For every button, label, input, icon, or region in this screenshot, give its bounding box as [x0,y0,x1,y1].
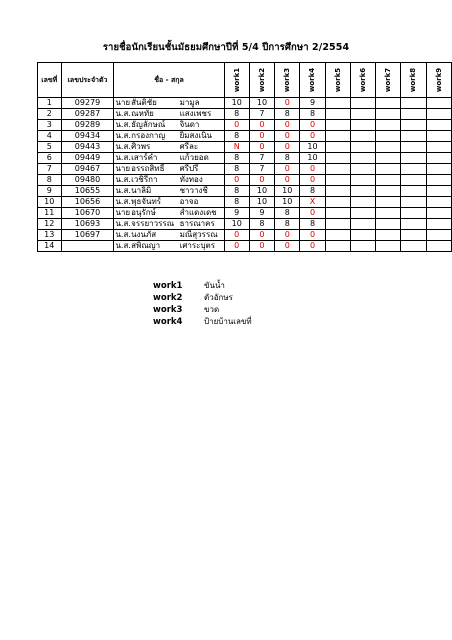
last-name: สำแดงเดช [180,208,225,219]
score-work1: 9 [224,208,249,219]
score-work7 [376,153,401,164]
header-work7: work7 [384,67,393,93]
header-work3: work3 [283,67,292,93]
student-id [61,241,114,252]
score-work1: 8 [224,186,249,197]
score-work3: 0 [275,241,300,252]
table-row [38,109,452,120]
student-number: 5 [38,142,62,153]
score-work4: 8 [300,109,325,120]
header-student-id: เลขประจำตัว [61,63,114,98]
score-work9 [426,219,451,230]
score-work1: 0 [224,241,249,252]
score-work7 [376,175,401,186]
name-prefix: น.ส. [115,142,131,151]
score-work9 [426,241,451,252]
score-work5 [325,186,350,197]
name-prefix: น.ส. [115,120,131,129]
score-work2: 10 [249,186,274,197]
score-work4: 10 [300,142,325,153]
header-work5: work5 [333,67,342,93]
name-prefix: น.ส. [115,219,131,228]
last-name: เศาระบุตร [180,241,225,252]
score-work3: 8 [275,208,300,219]
legend-item [153,280,252,292]
score-work9 [426,197,451,208]
score-work4: 9 [300,98,325,109]
score-work9 [426,153,451,164]
last-name: ทั่งทอง [180,175,225,186]
score-work6 [350,219,375,230]
name-prefix: น.ส. [115,175,131,184]
score-work7 [376,109,401,120]
last-name: มณีสุวรรณ [180,230,225,241]
score-work5 [325,164,350,175]
table-row [38,175,452,186]
last-name: ธารณาคร [180,219,225,230]
name-prefix: นาย [115,208,131,217]
table-row [38,153,452,164]
score-work1: N [224,142,249,153]
score-work4: 0 [300,230,325,241]
score-work8 [401,186,426,197]
first-name: กรองกาญ [131,131,179,142]
last-name: อาจอ [180,197,225,208]
score-work3: 8 [275,153,300,164]
table-row [38,164,452,175]
student-id: 10670 [61,208,114,219]
score-work2: 9 [249,208,274,219]
student-id: 09443 [61,142,114,153]
student-number: 10 [38,197,62,208]
table-row [38,142,452,153]
score-work6 [350,142,375,153]
score-work6 [350,175,375,186]
score-work2: 7 [249,109,274,120]
score-work2: 0 [249,142,274,153]
student-id: 10693 [61,219,114,230]
score-work3: 10 [275,186,300,197]
legend-value: ขันน้ำ [204,281,225,290]
table-row [38,98,452,109]
score-work2: 0 [249,131,274,142]
score-work6 [350,153,375,164]
student-number: 1 [38,98,62,109]
score-work5 [325,120,350,131]
first-name: สพิณญา [131,241,179,252]
header-work1: work1 [232,67,241,93]
student-number: 7 [38,164,62,175]
score-work8 [401,153,426,164]
last-name: ศรีละ [180,142,225,153]
score-work6 [350,241,375,252]
student-id: 10656 [61,197,114,208]
header-work6: work6 [359,67,368,93]
student-id: 09434 [61,131,114,142]
score-work8 [401,98,426,109]
name-prefix: นาย [115,98,131,107]
score-work2: 0 [249,241,274,252]
score-work5 [325,109,350,120]
legend-item [153,304,252,316]
score-work5 [325,197,350,208]
score-work3: 0 [275,175,300,186]
last-name: ศรีปรี [180,164,225,175]
score-work2: 0 [249,175,274,186]
score-work4: 0 [300,175,325,186]
legend-key: work3 [153,305,183,315]
score-work8 [401,142,426,153]
first-name: เสาร์คำ [131,153,179,164]
table-row [38,219,452,230]
score-work7 [376,208,401,219]
score-work8 [401,131,426,142]
student-number: 12 [38,219,62,230]
student-number: 2 [38,109,62,120]
score-work3: 0 [275,131,300,142]
score-work3: 0 [275,98,300,109]
score-work6 [350,164,375,175]
name-prefix: น.ส. [115,230,131,239]
score-work1: 10 [224,98,249,109]
score-work4: 0 [300,131,325,142]
legend-key: work2 [153,293,183,303]
first-name: อนุรักษ์ [131,208,179,219]
score-work7 [376,186,401,197]
score-work8 [401,241,426,252]
header-work8: work8 [409,67,418,93]
student-number: 14 [38,241,62,252]
score-work7 [376,230,401,241]
student-id: 09480 [61,175,114,186]
score-work2: 8 [249,219,274,230]
header-work4: work4 [308,67,317,93]
document-title: รายชื่อนักเรียนชั้นมัธยมศึกษาปีที่ 5/4 ปีการศึกษา 2/2554 [102,42,350,53]
score-work2: 0 [249,120,274,131]
score-work3: 8 [275,219,300,230]
score-work8 [401,230,426,241]
last-name: จินดา [180,120,225,131]
student-number: 8 [38,175,62,186]
score-work4: 0 [300,120,325,131]
last-name: ยิ้มสงเนิน [180,131,225,142]
header-work2: work2 [257,67,266,93]
score-work1: 10 [224,219,249,230]
score-work9 [426,230,451,241]
header-number: เลขที่ [38,63,62,98]
legend-value: ตัวอักษร [204,293,233,302]
legend-item [153,292,252,304]
score-work9 [426,164,451,175]
score-work8 [401,219,426,230]
student-number: 3 [38,120,62,131]
first-name: นงนภัส [131,230,179,241]
score-work5 [325,208,350,219]
score-work8 [401,208,426,219]
name-prefix: น.ส. [115,186,131,195]
score-work6 [350,186,375,197]
score-work5 [325,142,350,153]
first-name: พุธจันทร์ [131,197,179,208]
score-work8 [401,175,426,186]
score-work7 [376,120,401,131]
score-work7 [376,98,401,109]
score-work6 [350,131,375,142]
score-work6 [350,230,375,241]
score-work8 [401,164,426,175]
score-work4: X [300,197,325,208]
table-header-row [38,63,452,98]
score-work2: 7 [249,164,274,175]
score-work7 [376,241,401,252]
score-work1: 8 [224,197,249,208]
score-work8 [401,109,426,120]
table-row [38,120,452,131]
score-work7 [376,142,401,153]
header-work9: work9 [434,67,443,93]
first-name: ธัญลักษณ์ [131,120,179,131]
score-work9 [426,175,451,186]
score-work7 [376,131,401,142]
table-row [38,131,452,142]
score-work1: 8 [224,109,249,120]
score-work9 [426,120,451,131]
score-work3: 0 [275,120,300,131]
score-work6 [350,197,375,208]
student-number: 9 [38,186,62,197]
student-number: 4 [38,131,62,142]
score-work5 [325,153,350,164]
score-work5 [325,219,350,230]
first-name: จรรยาวรรณ [131,219,179,230]
score-work7 [376,164,401,175]
score-work4: 10 [300,153,325,164]
score-work9 [426,208,451,219]
score-work1: 0 [224,120,249,131]
score-work2: 10 [249,197,274,208]
student-id: 09279 [61,98,114,109]
last-name: ชาวางชี [180,186,225,197]
score-work3: 8 [275,109,300,120]
score-work1: 0 [224,175,249,186]
score-work9 [426,142,451,153]
score-work4: 0 [300,208,325,219]
student-number: 13 [38,230,62,241]
score-work4: 0 [300,164,325,175]
first-name: นาลิมิ [131,186,179,197]
name-prefix: น.ส. [115,241,131,250]
student-score-table [37,62,452,252]
score-work3: 0 [275,142,300,153]
table-row [38,186,452,197]
student-id: 10697 [61,230,114,241]
score-work2: 0 [249,230,274,241]
score-work5 [325,241,350,252]
score-work3: 0 [275,164,300,175]
score-work1: 8 [224,164,249,175]
table-row [38,230,452,241]
score-work6 [350,98,375,109]
first-name: ศิวพร [131,142,179,153]
last-name: แสงเพชร [180,109,225,120]
score-work5 [325,175,350,186]
score-work4: 8 [300,219,325,230]
legend-key: work4 [153,317,183,327]
score-work8 [401,197,426,208]
student-id: 10655 [61,186,114,197]
score-work9 [426,98,451,109]
score-work6 [350,109,375,120]
name-prefix: น.ส. [115,197,131,206]
first-name: ณหทัย [131,109,179,120]
student-id: 09287 [61,109,114,120]
score-work9 [426,131,451,142]
legend-item [153,316,252,328]
score-work1: 8 [224,131,249,142]
work-legend [153,280,252,328]
student-id: 09289 [61,120,114,131]
legend-key: work1 [153,281,183,291]
score-work2: 7 [249,153,274,164]
table-row [38,208,452,219]
score-work2: 10 [249,98,274,109]
score-work6 [350,208,375,219]
score-work6 [350,120,375,131]
legend-value: ป้ายบ้านเลขที่ [204,317,252,326]
score-work1: 8 [224,153,249,164]
score-work9 [426,109,451,120]
score-work7 [376,219,401,230]
score-work4: 0 [300,241,325,252]
score-work5 [325,230,350,241]
last-name: แก้วยอด [180,153,225,164]
legend-value: ขวด [204,305,220,314]
header-name: ชื่อ - สกุล [114,63,224,98]
table-row [38,197,452,208]
name-prefix: น.ส. [115,109,131,118]
score-work4: 8 [300,186,325,197]
student-number: 6 [38,153,62,164]
table-row [38,241,452,252]
name-prefix: น.ส. [115,153,131,162]
name-prefix: นาย [115,164,131,173]
score-work7 [376,197,401,208]
first-name: อรรถสิทธิ์ [131,164,179,175]
name-prefix: น.ส. [115,131,131,140]
score-work5 [325,131,350,142]
student-id: 09449 [61,153,114,164]
first-name: เวชิรีกา [131,175,179,186]
score-work1: 0 [224,230,249,241]
score-work3: 0 [275,230,300,241]
score-work3: 10 [275,197,300,208]
student-number: 11 [38,208,62,219]
last-name: มามูล [180,98,225,109]
student-id: 09467 [61,164,114,175]
score-work9 [426,186,451,197]
first-name: สันติชัย [131,98,179,109]
score-work5 [325,98,350,109]
score-work8 [401,120,426,131]
